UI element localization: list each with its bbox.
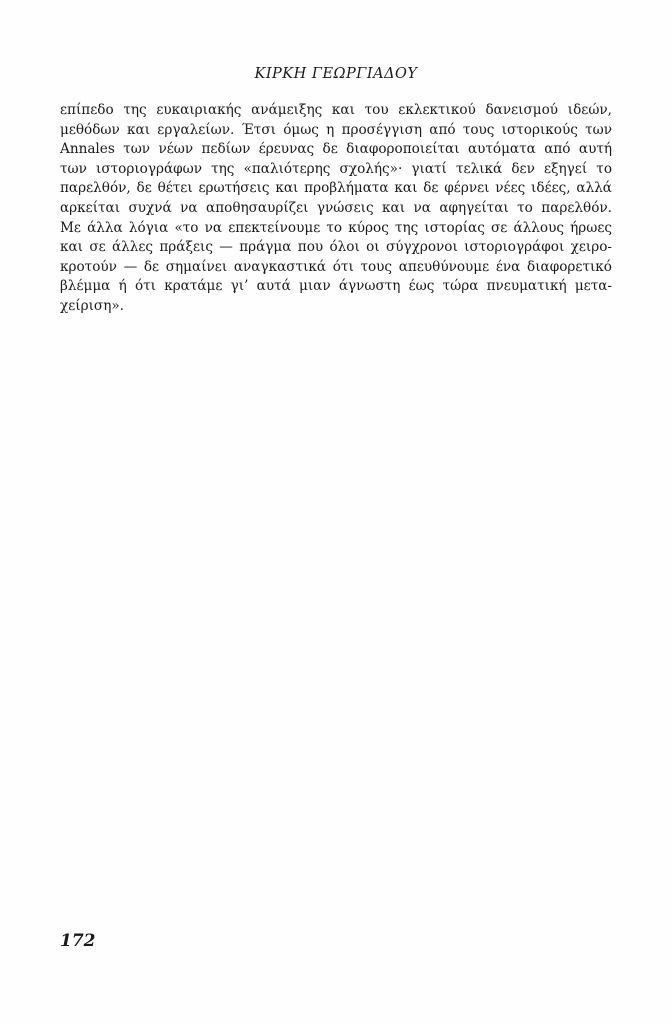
text-line: κροτούν — δε σημαίνει αναγκαστικά ότι τους απευθύνουμε ένα διαφορετικό xyxy=(60,258,612,275)
text-line: μεθόδων και εργαλείων. Έτσι όμως η προσέγγιση από τους ιστορικούς των xyxy=(60,121,612,138)
text-line: Με άλλα λόγια «το να επεκτείνουμε το κύρος της ιστορίας σε άλλους ήρωες xyxy=(60,219,612,236)
text-line: Annales των νέων πεδίων έρευνας δε διαφοροποιείται αυτόματα από αυτή xyxy=(60,141,612,158)
text-line: των ιστοριογράφων της «παλιότερης σχολής»· γιατί τελικά δεν εξηγεί το xyxy=(60,160,612,177)
text-line: επίπεδο της ευκαιριακής ανάμειξης και του εκλεκτικού δανεισμού ιδεών, xyxy=(60,102,612,118)
text-line: χείριση». xyxy=(60,297,124,314)
text-line: παρελθόν, δε θέτει ερωτήσεις και προβλήματα και δε φέρνει νέες ιδέες, αλλά xyxy=(60,180,612,197)
running-head: ΚΙΡΚΗ ΓΕΩΡΓΙΑΔΟΥ xyxy=(254,66,418,82)
body-text xyxy=(60,101,612,317)
text-line: και σε άλλες πράξεις — πράγμα που όλοι οι σύγχρονοι ιστοριογράφοι χειρο- xyxy=(60,239,612,256)
text-line: βλέμμα ή ότι κρατάμε γι’ αυτά μιαν άγνωστη έως τώρα πνευματική μετα- xyxy=(60,278,612,295)
text-line: αρκείται συχνά να αποθησαυρίζει γνώσεις και να αφηγείται το παρελθόν. xyxy=(60,199,612,216)
page-number: 172 xyxy=(60,931,96,951)
